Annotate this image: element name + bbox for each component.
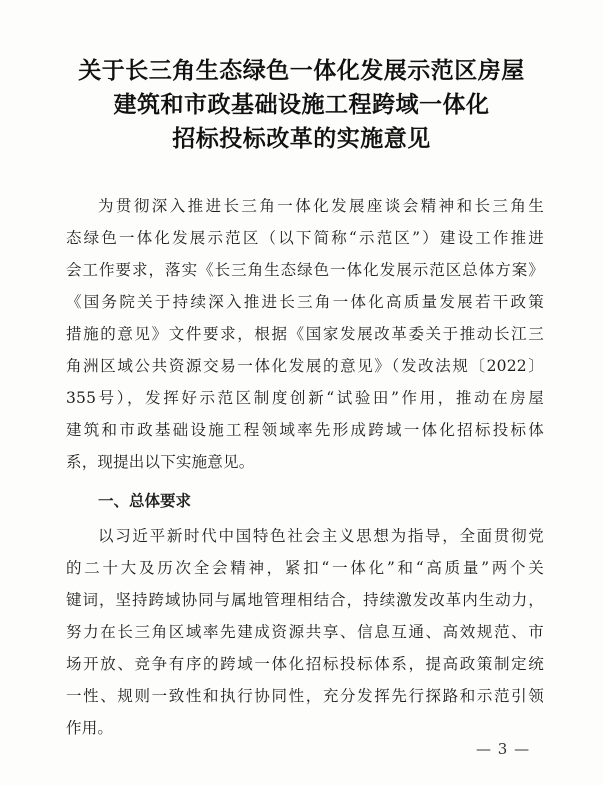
paragraph-line: 场开放、竞争有序的跨域一体化招标投标体系，提高政策制定统 <box>66 655 544 673</box>
section-heading: 一、总体要求 <box>98 492 192 510</box>
paragraph-line: 一性、规则一致性和执行协同性，充分发挥先行探路和示范引领 <box>66 687 544 705</box>
paragraph-line: 《国务院关于持续深入推进长三角一体化高质量发展若干政策 <box>66 293 544 311</box>
intro-paragraph <box>66 190 544 478</box>
paragraph-line: 作用。 <box>66 719 114 737</box>
paragraph-line: 为贯彻深入推进长三角一体化发展座谈会精神和长三角生 <box>98 197 544 215</box>
document-title <box>40 54 563 156</box>
title-line: 建筑和市政基础设施工程跨域一体化 <box>113 91 490 118</box>
paragraph-line: 态绿色一体化发展示范区（以下简称“示范区”）建设工作推进 <box>66 229 544 247</box>
paragraph-line: 努力在长三角区域率先建成资源共享、信息互通、高效规范、市 <box>66 623 544 641</box>
paragraph-line: 系，现提出以下实施意见。 <box>66 453 255 471</box>
paragraph-line: 会工作要求，落实《长三角生态绿色一体化发展示范区总体方案》 <box>66 261 544 279</box>
paragraph-line: 措施的意见》文件要求，根据《国家发展改革委关于推动长江三 <box>66 325 544 343</box>
paragraph-line: 以习近平新时代中国特色社会主义思想为指导，全面贯彻党 <box>98 527 544 545</box>
general-requirements-paragraph <box>66 520 544 744</box>
paragraph-line: 角洲区域公共资源交易一体化发展的意见》（发改法规〔2022〕 <box>66 357 544 375</box>
paragraph-line: 建筑和市政基础设施工程领域率先形成跨域一体化招标投标体 <box>66 421 544 439</box>
title-line: 招标投标改革的实施意见 <box>172 125 431 152</box>
paragraph-line: 355号），发挥好示范区制度创新“试验田”作用，推动在房屋 <box>66 389 544 407</box>
paragraph-line: 的二十大及历次全会精神，紧扣“一体化”和“高质量”两个关 <box>66 559 544 577</box>
paragraph-line: 键词，坚持跨域协同与属地管理相结合，持续激发改革内生动力， <box>66 591 544 609</box>
page-number: — 3 — <box>476 740 531 758</box>
title-line: 关于长三角生态绿色一体化发展示范区房屋 <box>78 57 525 84</box>
